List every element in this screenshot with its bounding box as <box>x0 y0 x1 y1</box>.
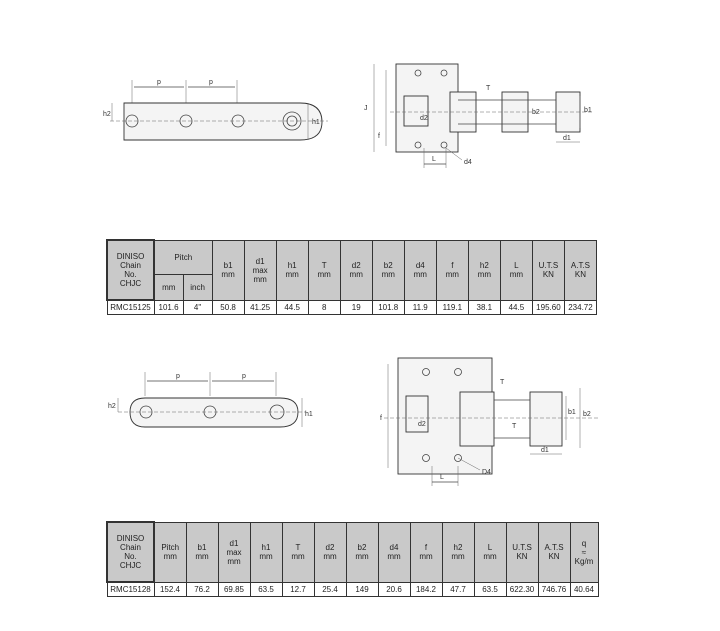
table1-col-unit: mm <box>285 270 299 279</box>
table1-col-sym: T <box>321 261 327 270</box>
table1-hdr-line-2: Chain <box>120 261 141 270</box>
table2-col-unit: KN <box>548 552 560 561</box>
top-plan-J-label: J <box>364 105 368 112</box>
bottom-side-h2-label: h2 <box>108 403 116 410</box>
bottom-plan-view <box>380 358 600 486</box>
bottom-plan-L-label: L <box>440 474 444 481</box>
table2-cell-L: 63.5 <box>474 582 506 597</box>
table1-col-sym: d2 <box>351 261 361 270</box>
table1-cell-T: 8 <box>308 300 340 315</box>
table1-col-sym: h2 <box>479 261 489 270</box>
top-plan-T-label: T <box>486 85 491 92</box>
table2-col-unit: mm <box>163 552 177 561</box>
table2-col-uts <box>506 522 538 582</box>
table2-col-sym: d2 <box>325 543 335 552</box>
table2-col-sym: b1 <box>197 543 207 552</box>
table2-cell-b2: 149 <box>346 582 378 597</box>
bottom-plan-T1-label: T <box>500 379 505 386</box>
table1-col-unit: mm <box>413 270 427 279</box>
bottom-plan-b2-label: b2 <box>583 411 591 418</box>
table1-col-f <box>436 240 468 300</box>
table2-cell-chain: RMC15128 <box>107 582 154 597</box>
table2-chain-header <box>107 522 154 582</box>
table2-hdr-line-1: DINISO <box>116 534 145 543</box>
table1-cell-h2: 38.1 <box>468 300 500 315</box>
table2-col-sym: d4 <box>389 543 399 552</box>
bottom-side-pitch-label-2: p <box>242 373 246 380</box>
table2-cell-d4: 20.6 <box>378 582 410 597</box>
top-plan-d2-label: d2 <box>420 115 428 122</box>
table2-col-sym: q <box>581 538 587 548</box>
table1-col-sym: d1 <box>255 256 265 266</box>
table2-col-ats <box>538 522 570 582</box>
bottom-plan-T2-label: T <box>512 423 517 430</box>
table2-col-h1 <box>250 522 282 582</box>
table1-col-unit: mm <box>509 270 524 279</box>
table1-col-unit: KN <box>574 270 587 279</box>
table1-col-sym: U.T.S <box>538 261 559 270</box>
table1-pitch-header: Pitch <box>154 240 212 274</box>
table1-col-sym: h1 <box>287 261 297 270</box>
table1-cell-chain: RMC15125 <box>107 300 154 315</box>
table1-col-unit: mm <box>445 270 459 279</box>
table2-hdr-line-4: CHJC <box>119 561 142 570</box>
table1-col-sym: b1 <box>223 261 233 270</box>
table1-hdr-line-4: CHJC <box>119 279 142 288</box>
table1-col-unit: mm <box>349 270 363 279</box>
table1-cell-pitch-mm: 101.6 <box>154 300 183 315</box>
table2-col-sym: U.T.S <box>512 543 532 552</box>
table2-col-b2 <box>346 522 378 582</box>
table2-col-unit: mm <box>227 556 241 566</box>
bottom-plan-d1-label: d1 <box>541 447 549 454</box>
table1-cell-d1: 41.25 <box>244 300 276 315</box>
table2-cell-T: 12.7 <box>282 582 314 597</box>
table1-col-sym: d4 <box>415 261 425 270</box>
table2-cell-q: 40.64 <box>570 582 598 597</box>
table2-cell-pitch: 152.4 <box>154 582 186 597</box>
table2-col-sym: h2 <box>453 543 463 552</box>
table1-hdr-line-3: No. <box>124 270 137 279</box>
table2-col-f <box>410 522 442 582</box>
table2-col-pitch <box>154 522 186 582</box>
table1-cell-b1: 50.8 <box>212 300 244 315</box>
table1-col-sym: A.T.S <box>570 261 591 270</box>
table2-col-unit: mm <box>483 552 497 561</box>
top-plan-f-label: f <box>378 133 380 140</box>
table1-col-unit: mm <box>221 270 235 279</box>
table2-col-sym: d1 <box>229 538 239 548</box>
table2-col-sym: A.T.S <box>544 543 564 552</box>
top-plan-d4-label: d4 <box>464 159 472 166</box>
table2-col-unit: mm <box>259 552 273 561</box>
spec-table-rmc15128 <box>106 521 599 597</box>
table1-col-sub: max <box>252 265 268 275</box>
table2-col-sub: max <box>226 547 242 557</box>
table2-col-sym: f <box>424 543 428 552</box>
table2-col-sym: T <box>295 543 301 552</box>
table2-col-sub: ≈ <box>581 547 587 557</box>
table1-cell-b2: 101.8 <box>372 300 404 315</box>
table2-col-unit: KN <box>516 552 528 561</box>
table1-pitch-mm: mm <box>154 274 183 300</box>
bottom-side-view <box>108 372 313 427</box>
table1-cell-pitch-inch: 4" <box>183 300 212 315</box>
top-plan-L-label: L <box>432 156 436 163</box>
table1-col-b2 <box>372 240 404 300</box>
bottom-side-pitch-label-1: p <box>176 373 180 380</box>
table2-cell-h1: 63.5 <box>250 582 282 597</box>
table1-col-unit: mm <box>381 270 395 279</box>
table2-col-sym: Pitch <box>161 543 180 552</box>
table2-col-unit: mm <box>323 552 337 561</box>
table2-col-unit: mm <box>451 552 465 561</box>
top-plan-view <box>364 64 594 168</box>
table2-col-sym: L <box>487 543 493 552</box>
bottom-side-h1-label: h1 <box>305 411 313 418</box>
table2-cell-f: 184.2 <box>410 582 442 597</box>
table2-col-unit: mm <box>291 552 305 561</box>
table1-pitch-inch: inch <box>183 274 212 300</box>
table1-cell-L: 44.5 <box>500 300 532 315</box>
table1-col-ats <box>564 240 596 300</box>
table1-col-sym: L <box>514 261 519 270</box>
table1-col-unit: mm <box>477 270 491 279</box>
top-side-pitch-label-1: p <box>157 79 161 86</box>
table2-col-d2 <box>314 522 346 582</box>
table2-col-sym: h1 <box>261 543 271 552</box>
table1-col-d4 <box>404 240 436 300</box>
table2-cell-ats: 746.76 <box>538 582 570 597</box>
table1-col-d2 <box>340 240 372 300</box>
table1-cell-h1: 44.5 <box>276 300 308 315</box>
top-side-h2-label: h2 <box>103 111 111 118</box>
table1-hdr-line-1: DINISO <box>116 252 145 261</box>
table2-col-unit: mm <box>355 552 369 561</box>
table1-chain-header <box>107 240 154 300</box>
table2-col-T <box>282 522 314 582</box>
top-side-h1-label: h1 <box>312 119 320 126</box>
top-side-view <box>103 79 328 140</box>
bottom-plan-f-label: f <box>380 415 382 422</box>
table1-col-uts <box>532 240 564 300</box>
table2-col-sym: b2 <box>357 543 367 552</box>
table2-cell-uts: 622.30 <box>506 582 538 597</box>
spec-table-rmc15125 <box>106 239 597 315</box>
table2-hdr-line-3: No. <box>124 552 137 561</box>
table2-col-q <box>570 522 598 582</box>
top-plan-b2-label: b2 <box>532 109 540 116</box>
table1-cell-ats: 234.72 <box>564 300 596 315</box>
table1-cell-uts: 195.60 <box>532 300 564 315</box>
table2-col-b1 <box>186 522 218 582</box>
table2-col-L <box>474 522 506 582</box>
table1-col-unit: KN <box>542 270 554 279</box>
table1-col-b1 <box>212 240 244 300</box>
table1-cell-d4: 11.9 <box>404 300 436 315</box>
table1-col-d1 <box>244 240 276 300</box>
top-plan-b1-label: b1 <box>584 107 592 114</box>
table1-col-T <box>308 240 340 300</box>
table1-col-unit: mm <box>253 274 267 284</box>
top-plan-d1-label: d1 <box>563 135 571 142</box>
table2-cell-b1: 76.2 <box>186 582 218 597</box>
table1-col-sym: f <box>451 261 454 270</box>
table2-cell-d2: 25.4 <box>314 582 346 597</box>
table2-col-unit: Kg/m <box>574 556 594 566</box>
table2-col-d4 <box>378 522 410 582</box>
table2-col-unit: mm <box>387 552 401 561</box>
table1-cell-f: 119.1 <box>436 300 468 315</box>
top-side-pitch-label-2: p <box>209 79 213 86</box>
bottom-plan-D4-label: D4 <box>482 469 491 476</box>
table2-cell-d1: 69.85 <box>218 582 250 597</box>
table1-cell-d2: 19 <box>340 300 372 315</box>
table2-col-d1 <box>218 522 250 582</box>
table1-col-L <box>500 240 532 300</box>
table2-hdr-line-2: Chain <box>120 543 141 552</box>
table2-col-unit: mm <box>419 552 433 561</box>
table2-cell-h2: 47.7 <box>442 582 474 597</box>
table1-col-h1 <box>276 240 308 300</box>
table1-col-unit: mm <box>317 270 331 279</box>
table1-col-h2 <box>468 240 500 300</box>
bottom-plan-b1-label: b1 <box>568 409 576 416</box>
bottom-plan-d2-label: d2 <box>418 421 426 428</box>
table2-col-h2 <box>442 522 474 582</box>
table1-col-sym: b2 <box>383 261 393 270</box>
table2-col-unit: mm <box>195 552 209 561</box>
